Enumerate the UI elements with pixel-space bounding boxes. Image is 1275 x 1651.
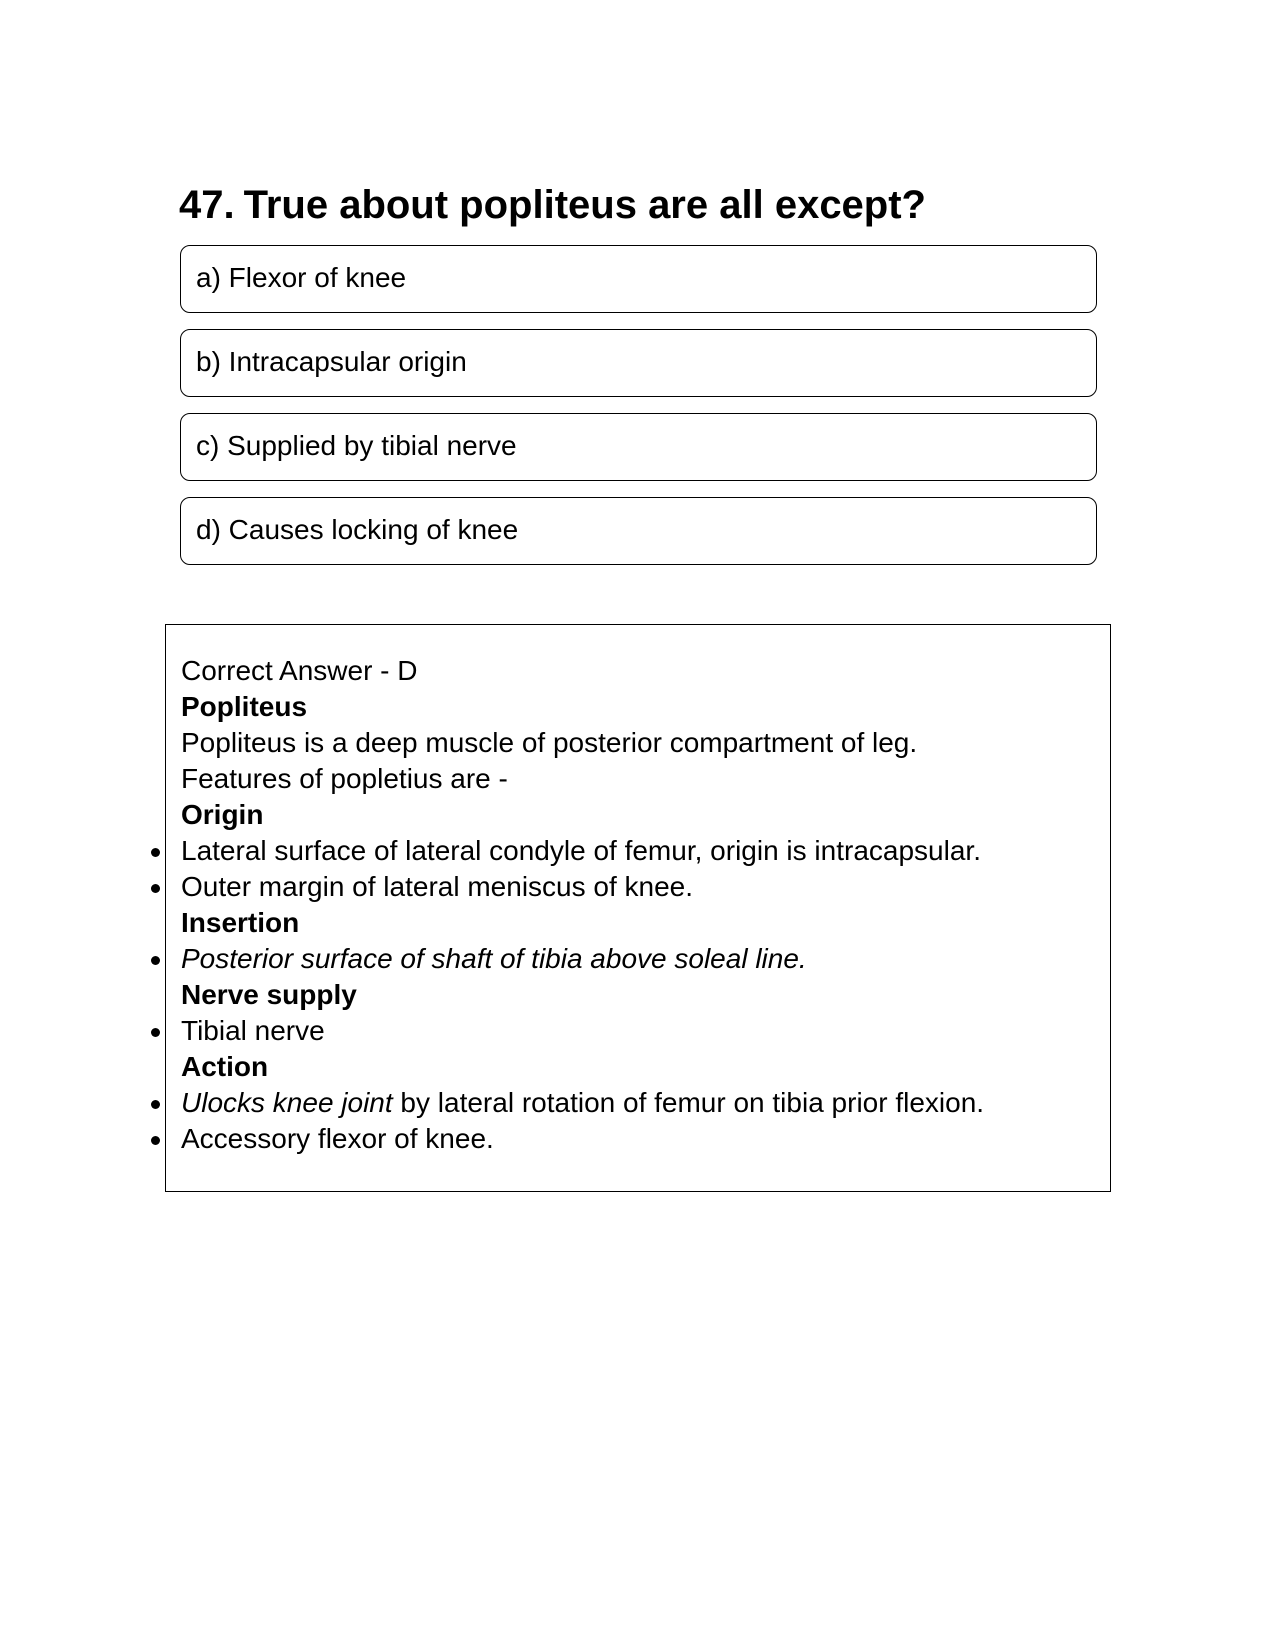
explanation-heading: Popliteus (181, 691, 308, 722)
action-item: Accessory flexor of knee. (181, 1121, 1101, 1157)
question-number: 47. (179, 183, 235, 227)
option-d[interactable]: d) Causes locking of knee (180, 497, 1097, 565)
question-text: True about popliteus are all except? (243, 183, 926, 227)
nerve-supply-heading: Nerve supply (181, 979, 357, 1010)
answer-options (180, 245, 1097, 581)
origin-heading: Origin (181, 799, 264, 830)
origin-item: Lateral surface of lateral condyle of femur, origin is intracapsular. (181, 833, 1101, 869)
option-c[interactable]: c) Supplied by tibial nerve (180, 413, 1097, 481)
action-item-emphasis: Ulocks knee joint (181, 1087, 393, 1118)
option-b[interactable]: b) Intracapsular origin (180, 329, 1097, 397)
action-item (181, 1085, 1101, 1121)
nerve-supply-item: Tibial nerve (181, 1013, 1101, 1049)
action-item-rest: by lateral rotation of femur on tibia prior flexion. (392, 1087, 985, 1118)
action-heading: Action (181, 1051, 269, 1082)
insertion-heading: Insertion (181, 907, 300, 938)
question-title (179, 178, 926, 232)
option-a[interactable]: a) Flexor of knee (180, 245, 1097, 313)
explanation-content (181, 653, 1101, 1157)
explanation-intro: Popliteus is a deep muscle of posterior compartment of leg. (181, 727, 918, 758)
features-intro: Features of popletius are - (181, 763, 508, 794)
origin-item: Outer margin of lateral meniscus of knee. (181, 869, 1101, 905)
correct-answer: Correct Answer - D (181, 655, 418, 686)
insertion-item: Posterior surface of shaft of tibia above soleal line. (181, 941, 1101, 977)
